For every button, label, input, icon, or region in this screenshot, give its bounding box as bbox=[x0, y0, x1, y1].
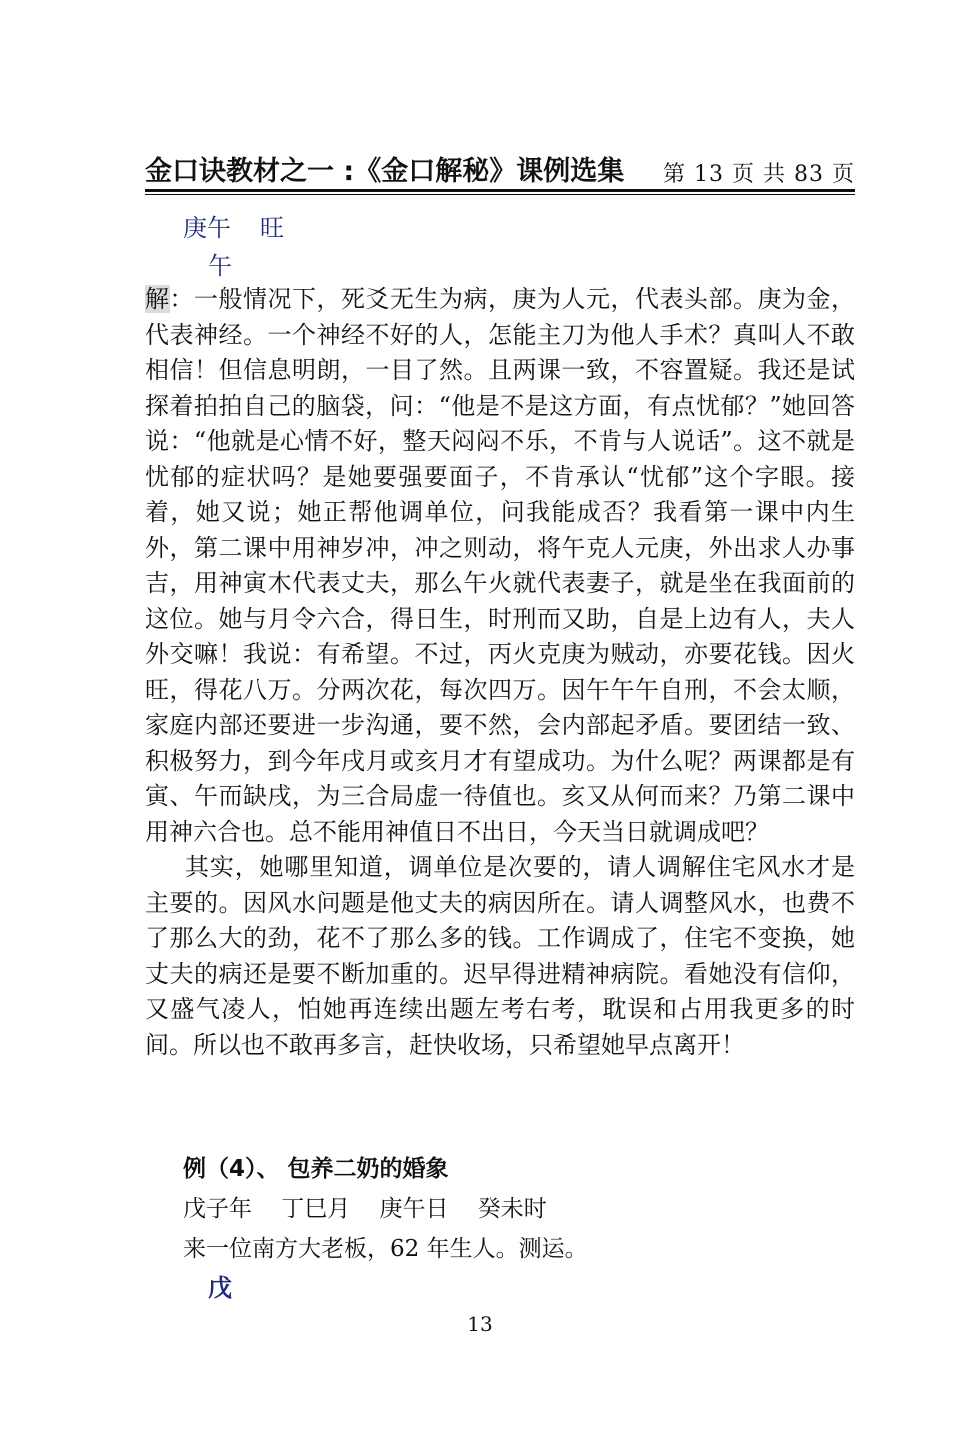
header-rule bbox=[145, 189, 855, 192]
chart-label-gengwu: 庚午 bbox=[183, 214, 231, 242]
analysis-paragraph-1 bbox=[145, 282, 855, 850]
analysis-paragraph-1-text: ：一般情况下，死爻无生为病，庚为人元，代表头部。庚为金，代表神经。一个神经不好的人，怎能主刀为他人手术？真叫人不敢相信！但信息明朗，一目了然。且两课一致，不容置疑。我还是试探着拍拍自己的脑袋，问：“他是不是这方面，有点忧郁？”她回答说：“他就是心情不好，整天闷闷不乐，不肯与人说话”。这不就是忧郁的症状吗？是她要强要面子，不肯承认“忧郁”这个字眼。接着，她又说；她正帮他调单位，问我能成否？我看第一课中内生外，第二课中用神岁冲，冲之则动，将午克人元庚，外出求人办事吉，用神寅木代表丈夫，那么午火就代表妻子，就是坐在我面前的这位。她与月令六合，得日生，时刑而又助，自是上边有人，夫人外交嘛！我说：有希望。不过，丙火克庚为贼动，亦要花钱。因火旺，得花八万。分两次花，每次四万。因午午午自刑，不会太顺，家庭内部还要进一步沟通，要不然，会内部起矛盾。要团结一致、积极努力，到今年戌月或亥月才有望成功。为什么呢？两课都是有寅、午而缺戌，为三合局虚一待值也。亥又从何而来？乃第二课中用神六合也。总不能用神值日不出日，今天当日就调成吧？ bbox=[145, 285, 855, 846]
page-header bbox=[145, 140, 855, 188]
case-4-intro: 来一位南方大老板，62 年生人。测运。 bbox=[183, 1236, 588, 1262]
chart-label-wang: 旺 bbox=[260, 214, 284, 242]
case-4-title: 例（4）、 包养二奶的婚象 bbox=[183, 1156, 449, 1182]
chart-label-wu: 午 bbox=[208, 252, 232, 280]
header-page-info: 第 13 页 共 83 页 bbox=[663, 162, 855, 187]
case-4-chart-label-wu: 戊 bbox=[208, 1274, 232, 1302]
analysis-body bbox=[145, 282, 855, 1063]
header-title: 金口诀教材之一 :《金口解秘》课例选集 bbox=[145, 156, 625, 187]
case-4-pillars: 戊子年 丁巳月 庚午日 癸未时 bbox=[183, 1196, 547, 1222]
analysis-paragraph-2: 其实，她哪里知道，调单位是次要的，请人调解住宅风水才是主要的。因风水问题是他丈夫的病因所在。请人调整风水，也费不了那么大的劲，花不了那么多的钱。工作调成了，住宅不变换，她丈夫的病还是要不断加重的。迟早得进精神病院。看她没有信仰，又盛气凌人，怕她再连续出题左考右考，耽误和占用我更多的时间。所以也不敢再多言，赶快收场，只希望她早点离开！ bbox=[145, 853, 855, 1059]
page-number: 13 bbox=[467, 1312, 493, 1336]
analysis-lead-word: 解 bbox=[145, 285, 170, 313]
